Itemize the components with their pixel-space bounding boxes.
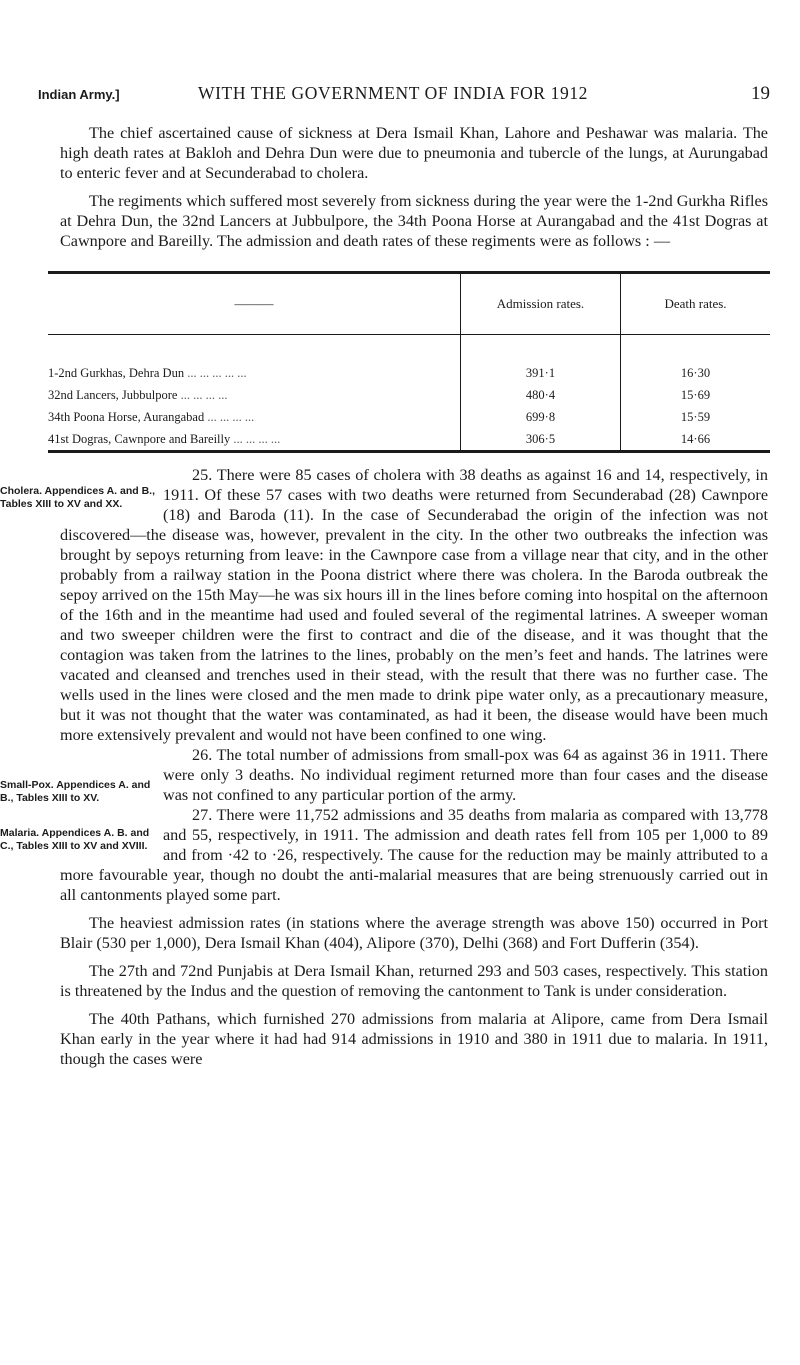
page-number: 19 — [751, 83, 770, 104]
admission-rate: 306·5 — [461, 428, 621, 452]
leader-dots: ... ... ... ... — [180, 387, 228, 402]
section-smallpox — [0, 745, 768, 805]
paragraph-smallpox: 26. The total number of admissions from small-pox was 64 as against 36 in 1911. There were only 3 deaths. No individual regiment returned more than four cases and the disease was not confined to any particular portion of the army. — [163, 746, 768, 804]
running-head: Indian Army.] — [38, 87, 120, 102]
admission-rate: 480·4 — [461, 384, 621, 406]
page-body — [0, 123, 768, 1069]
paragraph-malaria: 27. There were 11,752 admissions and 35 deaths from malaria as compared with 13,778 and 55, respectively, in 1911. The admission and death rates fell from 105 per 1,000 to 89 and from ·42 to ·26, respectively. The cause for the reduction may be mainly attributed to a more favourable year, though no doubt the anti-malarial measures that are being strenuously carried out in all cantonments played some part. — [60, 806, 768, 904]
paragraph-punjabis: The 27th and 72nd Punjabis at Dera Ismail Khan, returned 293 and 503 cases, respectively. This station is threatened by the Indus and the question of removing the cantonment to Tank is under consideration. — [60, 962, 768, 1000]
admission-rate: 391·1 — [461, 335, 621, 385]
table-row — [48, 406, 770, 428]
page-header — [38, 83, 770, 113]
death-rate: 15·59 — [621, 406, 771, 428]
death-rate: 15·69 — [621, 384, 771, 406]
paragraph-causes: The chief ascertained cause of sickness at Dera Ismail Khan, Lahore and Peshawar was malaria. The high death rates at Bakloh and Dehra Dun were due to pneumonia and tubercle of the lungs, at Aurungabad to enteric fever and at Secunderabad to cholera. — [60, 124, 768, 182]
page-title: WITH THE GOVERNMENT OF INDIA FOR 1912 — [198, 83, 589, 103]
table-header-row — [48, 273, 770, 335]
regiment-name: 34th Poona Horse, Aurangabad — [48, 409, 205, 424]
death-rate: 14·66 — [621, 428, 771, 452]
leader-dots: ... ... ... ... — [207, 409, 255, 424]
death-rate: 16·30 — [621, 335, 771, 385]
paragraph-regiments: The regiments which suffered most severely from sickness during the year were the 1-2nd Gurkha Rifles at Dehra Dun, the 32nd Lancers at Jubbulpore, the 34th Poona Horse at Aurangabad and the 41st Dogras at Cawnpore and Bareilly. The admission and death rates of these regiments were as follows : — — [60, 192, 768, 250]
table-row — [48, 428, 770, 452]
regiment-name: 1-2nd Gurkhas, Dehra Dun — [48, 365, 185, 380]
column-header-death: Death rates. — [621, 273, 771, 335]
section-cholera — [0, 465, 768, 745]
table-row — [48, 384, 770, 406]
table-row — [48, 335, 770, 385]
regiment-name: 41st Dogras, Cawnpore and Bareilly — [48, 431, 231, 446]
admission-rate: 699·8 — [461, 406, 621, 428]
sidenote-smallpox: Small-Pox. Appendices A. and B., Tables XIII to XV. — [0, 779, 151, 804]
leader-dots: ... ... ... ... — [233, 431, 281, 446]
column-header-admission: Admission rates. — [461, 273, 621, 335]
rates-table — [48, 271, 770, 453]
sidenote-malaria: Malaria. Appendices A. B. and C., Tables XIII to XV and XVIII. — [0, 827, 150, 852]
paragraph-admission-rates: The heaviest admission rates (in stations where the average strength was above 150) occurred in Port Blair (530 per 1,000), Dera Ismail Khan (404), Alipore (370), Delhi (368) and Fort Dufferin (354). — [60, 914, 768, 952]
sidenote-cholera: Cholera. Appendices A. and B., Tables XIII to XV and XX. — [0, 485, 155, 510]
regiment-name: 32nd Lancers, Jubbulpore — [48, 387, 178, 402]
table-stub-header: ——— — [48, 273, 461, 335]
paragraph-cholera: 25. There were 85 cases of cholera with 38 deaths as against 16 and 14, respectively, in 1911. Of these 57 cases with two deaths were returned from Secunderabad (28) Cawnpore (18) and Baroda (11). In the case of Secunderabad the origin of the infection was not discovered—the disease was, however, prevalent in the city. In the other two outbreaks the infection was brought by sepoys returning from leave: in the Cawnpore case from a village near that city, and in the other probably from a railway station in the Poona district where there was cholera. In the Baroda outbreak the sepoy arrived on the 15th May—he was six hours ill in the lines before coming into hospital on the afternoon of the 16th and in the meantime had used and fouled several of the regimental latrines. A sweeper woman and two sweeper children were the first to contract and die of the disease, and it was thought that the contagion was taken from the latrines to the lines, probably on the men’s feet and hands. The latrines were vacated and cleansed and trenches used in their stead, with the result that there was no further case. The wells used in the lines were closed and the men made to drink pipe water only, as a precautionary measure, but it was not thought that the water was contaminated, as had it been, the disease would have been much more extensively prevalent and would not have been confined to one wing. — [60, 466, 768, 744]
section-malaria — [0, 805, 768, 905]
leader-dots: ... ... ... ... ... — [187, 365, 247, 380]
paragraph-pathans: The 40th Pathans, which furnished 270 admissions from malaria at Alipore, came from Dera Ismail Khan early in the year where it had had 914 admissions in 1910 and 380 in 1911 due to malaria. In 1911, though the cases were — [60, 1010, 768, 1068]
